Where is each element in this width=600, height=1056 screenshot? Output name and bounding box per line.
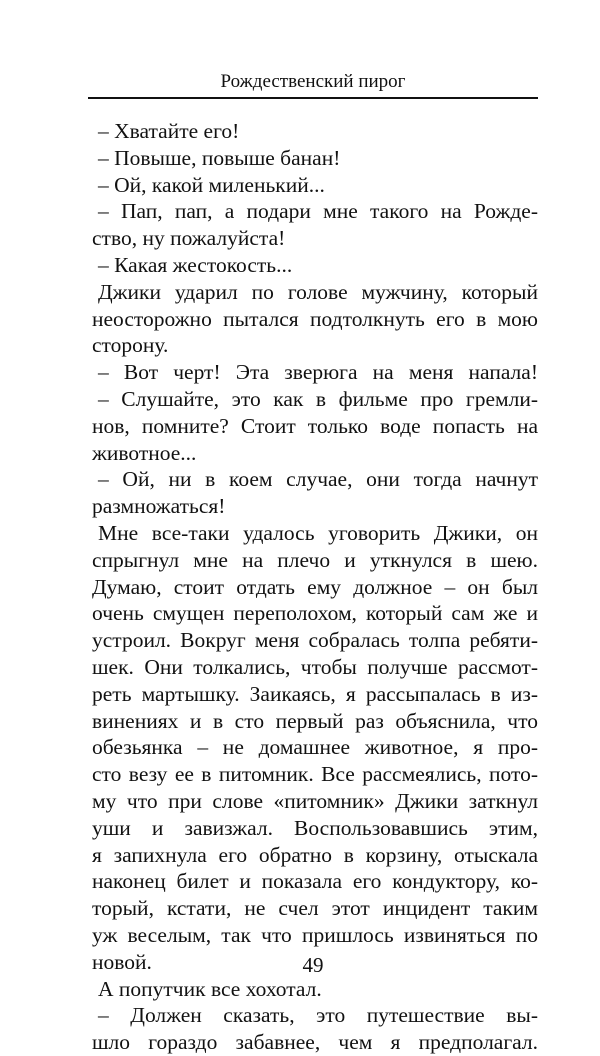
text-line: животное... [92,440,197,465]
text-line: сторону. [92,333,169,358]
text-line: уж веселым, так что пришлось извиняться по [92,922,538,947]
text-line: реть мартышку. Заикаясь, я рассыпалась в из- [92,681,538,706]
text-line: – Вот черт! Эта зверюга на меня напала! [98,360,538,385]
text-line: – Должен сказать, это путешествие вы- [98,1003,538,1028]
text-line: – Пап, пап, а подари мне такого на Рожде- [98,199,538,224]
text-line: сто везу ее в питомник. Все рассмеялись, пото- [92,762,538,787]
text-line: нов, помните? Стоит только воде попасть на [92,413,538,438]
text-line: – Какая жестокость... [98,252,293,277]
text-line: Мне все-таки удалось уговорить Джики, он [98,520,538,545]
text-line: Думаю, стоит отдать ему должное – он был [92,574,538,599]
text-line: ство, ну пожалуйста! [92,226,286,251]
page-body-text [92,118,538,1056]
text-line: наконец билет и показала его кондуктору, ко- [92,869,538,894]
text-line: – Слушайте, это как в фильме про гремли- [98,386,538,411]
page-number: 49 [302,953,324,977]
text-line: винениях и в сто первый раз объяснила, что [92,708,538,733]
text-line: – Повыше, повыше банан! [98,145,341,170]
running-header-title: Рождественский пирог [220,71,406,92]
header-divider [88,97,538,99]
text-line: уши и завизжал. Воспользовавшись этим, [92,815,538,840]
text-line: – Хватайте его! [98,119,240,143]
text-line: – Ой, какой миленький... [98,172,325,197]
text-line: А попутчик все хохотал. [98,976,322,1001]
text-line: Джики ударил по голове мужчину, который [98,279,538,304]
text-line: шек. Они толкались, чтобы получше рассмот- [92,654,538,679]
text-line: очень смущен переполохом, который сам же и [92,601,538,626]
text-line: неосторожно пытался подтолкнуть его в мою [92,306,538,331]
text-line: размножаться! [92,494,226,519]
text-line: устроил. Вокруг меня собралась толпа ребяти- [92,628,538,653]
text-line: обезьянка – не домашнее животное, я про- [92,735,538,760]
text-line: я запихнула его обратно в корзину, отыскала [92,842,538,867]
text-line: спрыгнул мне на плечо и уткнулся в шею. [92,547,538,572]
text-line: – Ой, ни в коем случае, они тогда начнут [98,467,538,492]
text-line: торый, кстати, не счел этот инцидент таким [92,896,538,921]
text-line: му что при слове «питомник» Джики заткнул [92,788,538,813]
text-line: шло гораздо забавнее, чем я предполагал. [92,1030,538,1055]
text-line: новой. [92,949,152,974]
